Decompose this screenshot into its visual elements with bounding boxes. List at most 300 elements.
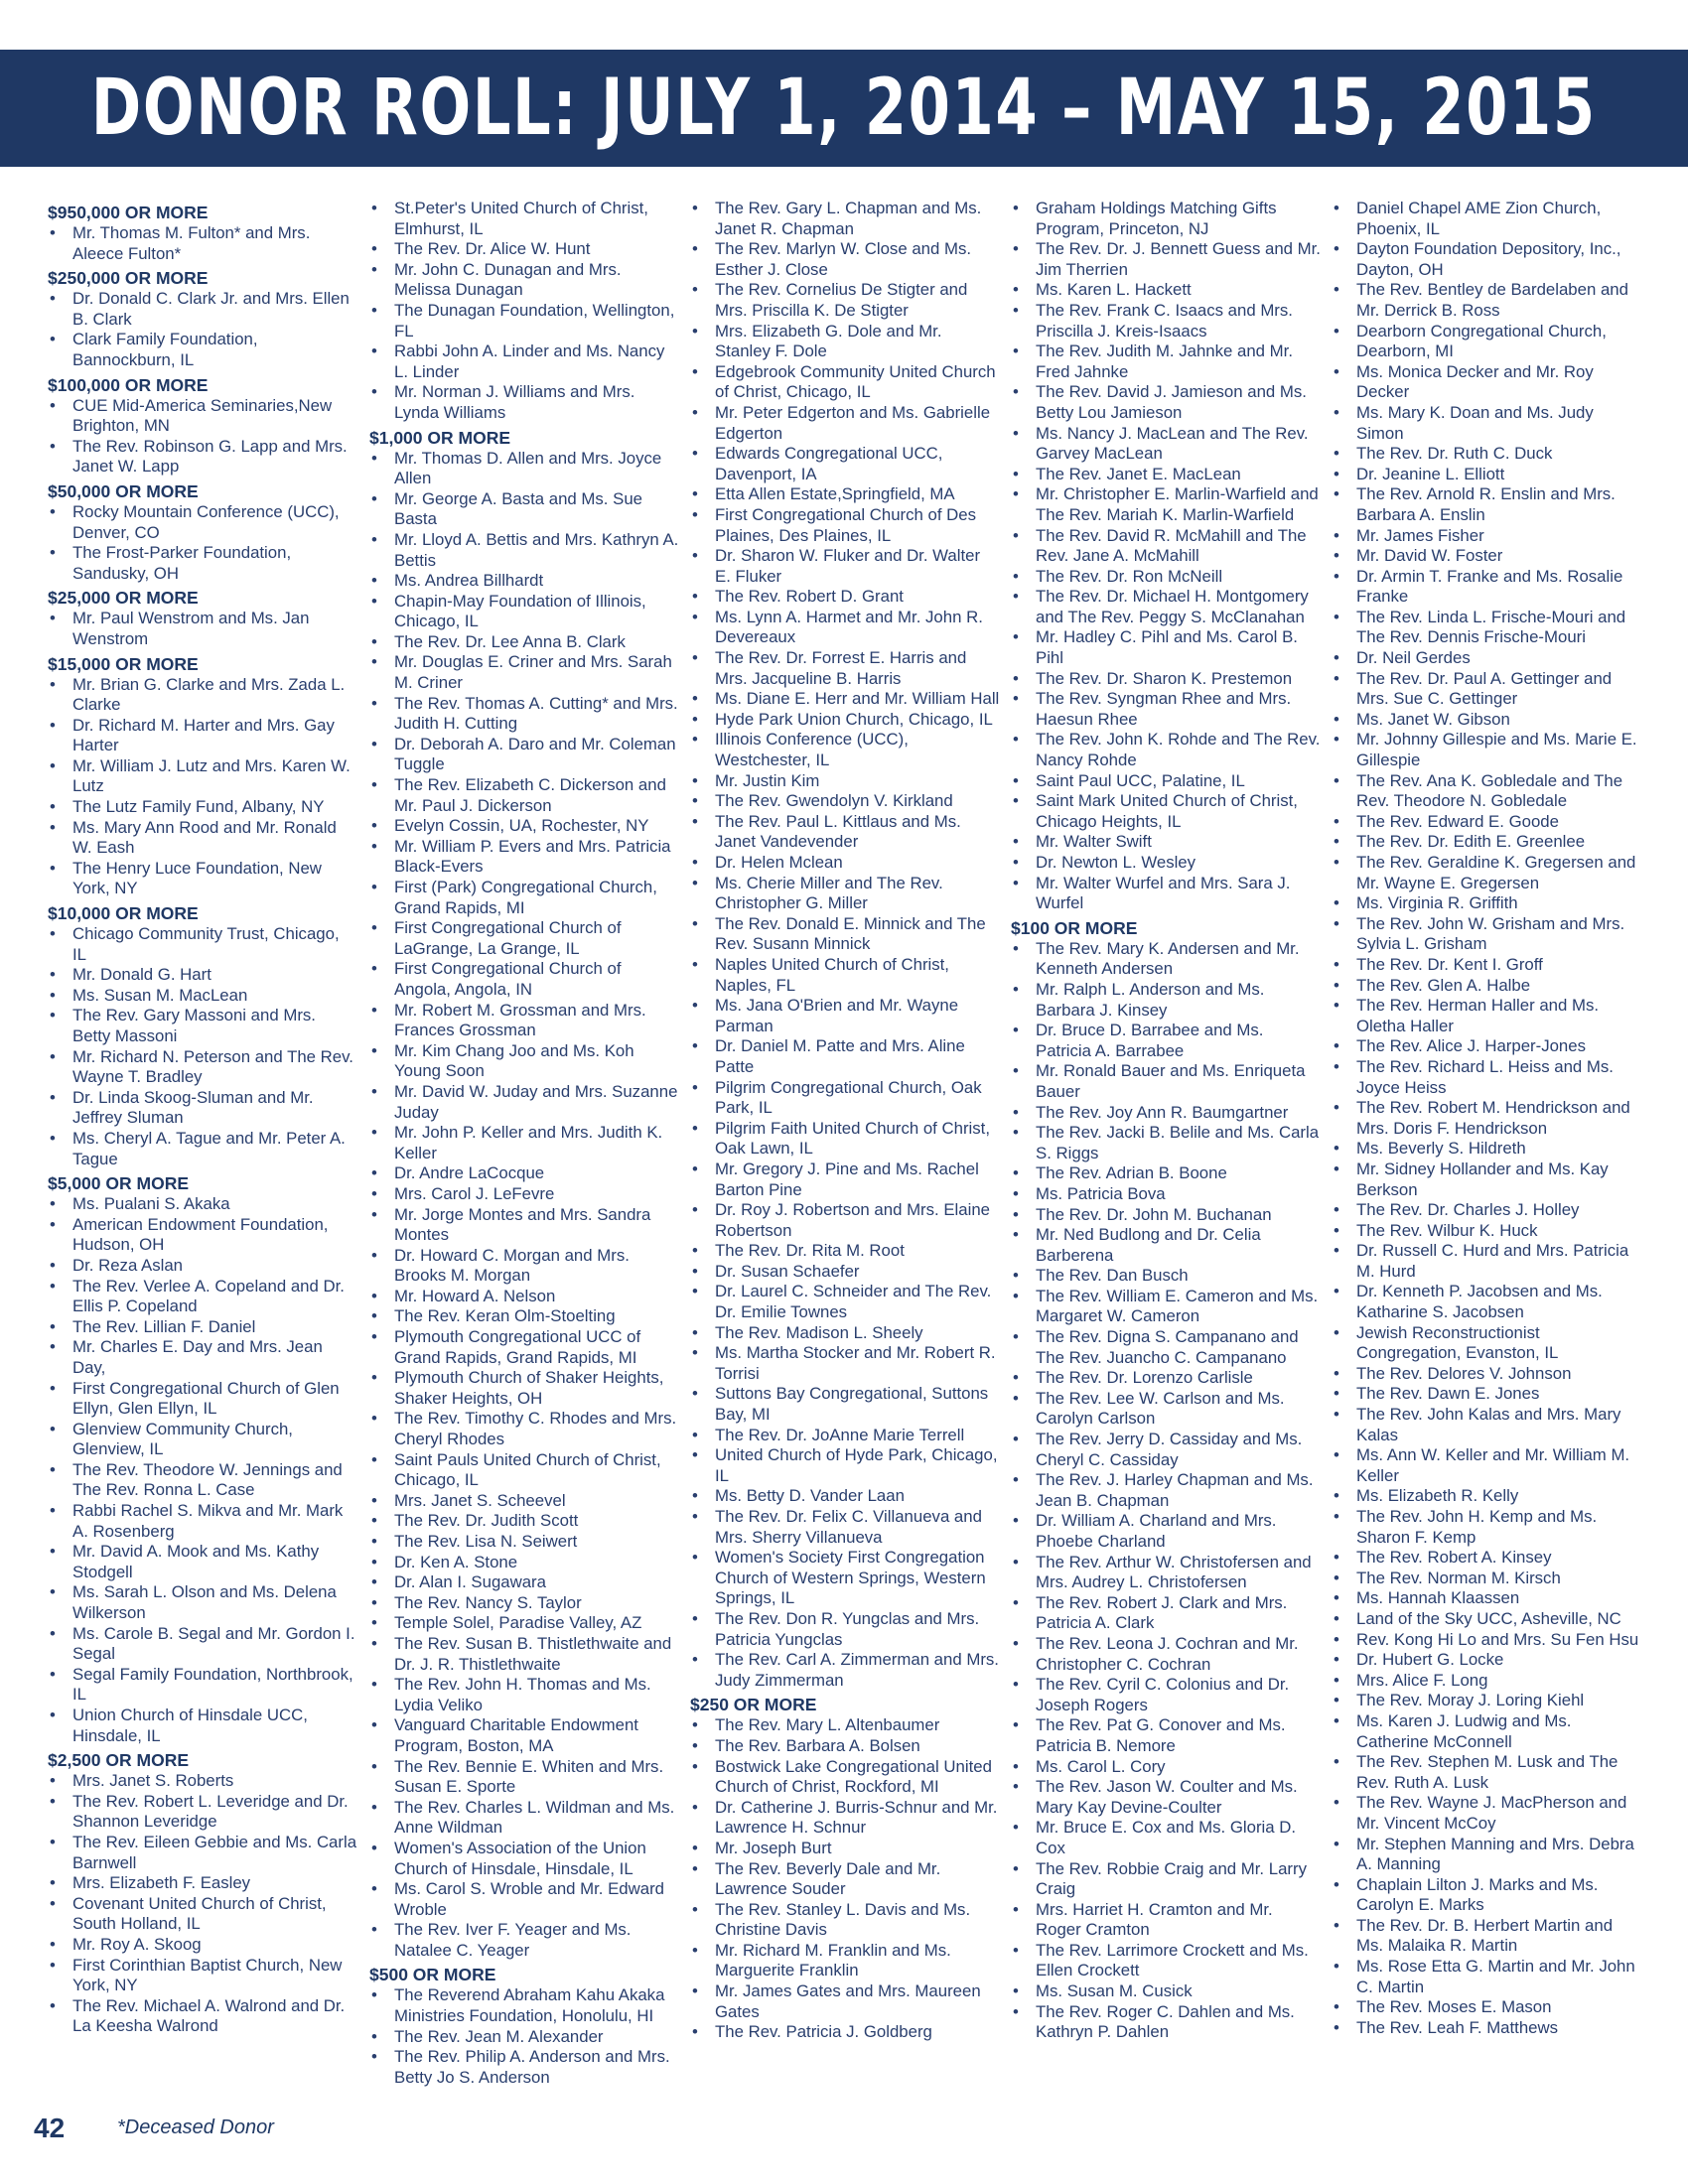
donor-entry: • Mr. Richard M. Franklin and Ms. Marguerite Franklin: [690, 1941, 1000, 1981]
donor-entry: • The Rev. Leona J. Cochran and Mr. Christopher C. Cochran: [1011, 1634, 1321, 1675]
donor-entry: • First (Park) Congregational Church, Grand Rapids, MI: [369, 878, 679, 918]
donor-entry: • The Rev. Gary L. Chapman and Ms. Janet R. Chapman: [690, 199, 1000, 239]
donor-entry: • The Rev. Stanley L. Davis and Ms. Christine Davis: [690, 1900, 1000, 1941]
donor-entry: • The Rev. Cornelius De Stigter and Mrs. Priscilla K. De Stigter: [690, 280, 1000, 321]
donor-section: [48, 654, 357, 900]
donor-entry: • Ms. Beverly S. Hildreth: [1332, 1139, 1641, 1160]
donor-entry: • The Rev. Gwendolyn V. Kirkland: [690, 791, 1000, 812]
donor-entry: • The Rev. Bentley de Bardelaben and Mr. Derrick B. Ross: [1332, 280, 1641, 321]
donor-entry: • Ms. Mary Ann Rood and Mr. Ronald W. Eash: [48, 818, 357, 859]
donor-list: [369, 1985, 679, 2088]
gift-level-heading: $15,000 OR MORE: [48, 653, 199, 674]
donor-list: [690, 199, 1000, 1691]
donor-entry: • Ms. Hannah Klaassen: [1332, 1588, 1641, 1609]
donor-entry: • Vanguard Charitable Endowment Program, Boston, MA: [369, 1715, 679, 1756]
donor-entry: • The Rev. Stephen M. Lusk and The Rev. Ruth A. Lusk: [1332, 1752, 1641, 1793]
donor-entry: • Ms. Martha Stocker and Mr. Robert R. Torrisi: [690, 1343, 1000, 1384]
donor-entry: • Mr. Bruce E. Cox and Ms. Gloria D. Cox: [1011, 1818, 1321, 1858]
donor-entry: • The Rev. Jerry D. Cassiday and Ms. Cheryl C. Cassiday: [1011, 1430, 1321, 1470]
donor-entry: • The Lutz Family Fund, Albany, NY: [48, 797, 357, 818]
donor-section: [690, 1695, 1000, 2043]
donor-entry: • Ms. Rose Etta G. Martin and Mr. John C. Martin: [1332, 1957, 1641, 1997]
donor-entry: • The Rev. Moray J. Loring Kiehl: [1332, 1691, 1641, 1711]
donor-column-1: [48, 199, 357, 2144]
donor-section: [369, 428, 679, 1962]
donor-entry: • The Rev. Delores V. Johnson: [1332, 1364, 1641, 1385]
donor-entry: • Dr. Catherine J. Burris-Schnur and Mr. Lawrence H. Schnur: [690, 1798, 1000, 1839]
donor-entry: • Dr. Laurel C. Schneider and The Rev. Dr. Emilie Townes: [690, 1282, 1000, 1322]
donor-entry: • The Rev. Nancy S. Taylor: [369, 1593, 679, 1614]
donor-entry: • Rev. Kong Hi Lo and Mrs. Su Fen Hsu: [1332, 1630, 1641, 1651]
donor-entry: • Mr. Richard N. Peterson and The Rev. Wayne T. Bradley: [48, 1047, 357, 1088]
donor-entry: • Mr. Justin Kim: [690, 771, 1000, 792]
donor-entry: • The Rev. Timothy C. Rhodes and Mrs. Cheryl Rhodes: [369, 1409, 679, 1449]
donor-entry: • The Rev. Adrian B. Boone: [1011, 1163, 1321, 1184]
donor-entry: • The Rev. Elizabeth C. Dickerson and Mr. Paul J. Dickerson: [369, 775, 679, 816]
donor-entry: • Dearborn Congregational Church, Dearborn, MI: [1332, 322, 1641, 362]
donor-entry: • The Rev. Jean M. Alexander: [369, 2027, 679, 2048]
donor-entry: • Rocky Mountain Conference (UCC), Denver, CO: [48, 502, 357, 543]
donor-entry: • Dr. Roy J. Robertson and Mrs. Elaine Robertson: [690, 1200, 1000, 1241]
donor-section: [48, 1750, 357, 2037]
donor-entry: • Rabbi John A. Linder and Ms. Nancy L. Linder: [369, 341, 679, 382]
donor-entry: • Dayton Foundation Depository, Inc., Dayton, OH: [1332, 239, 1641, 280]
donor-entry: • Glenview Community Church, Glenview, IL: [48, 1420, 357, 1460]
donor-entry: • The Rev. Donald E. Minnick and The Rev. Susann Minnick: [690, 914, 1000, 955]
donor-entry: • Mr. Christopher E. Marlin-Warfield and The Rev. Mariah K. Marlin-Warfield: [1011, 484, 1321, 525]
donor-entry: • Women's Association of the Union Church of Hinsdale, Hinsdale, IL: [369, 1839, 679, 1879]
donor-entry: • The Rev. Barbara A. Bolsen: [690, 1736, 1000, 1757]
donor-entry: • United Church of Hyde Park, Chicago, IL: [690, 1445, 1000, 1486]
donor-entry: • The Rev. Iver F. Yeager and Ms. Natalee C. Yeager: [369, 1920, 679, 1961]
donor-entry: • The Rev. Theodore W. Jennings and The Rev. Ronna L. Case: [48, 1460, 357, 1501]
donor-entry: • The Rev. Charles L. Wildman and Ms. Anne Wildman: [369, 1798, 679, 1839]
donor-entry: • Evelyn Cossin, UA, Rochester, NY: [369, 816, 679, 837]
donor-entry: • Mr. George A. Basta and Ms. Sue Basta: [369, 489, 679, 530]
donor-entry: • The Rev. Judith M. Jahnke and Mr. Fred Jahnke: [1011, 341, 1321, 382]
donor-entry: • The Rev. Bennie E. Whiten and Mrs. Susan E. Sporte: [369, 1757, 679, 1798]
gift-level-heading: $10,000 OR MORE: [48, 903, 199, 924]
donor-section: [48, 903, 357, 1169]
donor-entry: • Saint Paul UCC, Palatine, IL: [1011, 771, 1321, 792]
donor-entry: • Dr. Andre LaCocque: [369, 1163, 679, 1184]
donor-entry: • Dr. Armin T. Franke and Ms. Rosalie Franke: [1332, 567, 1641, 608]
donor-entry: • Mr. William P. Evers and Mrs. Patricia Black-Evers: [369, 837, 679, 878]
donor-entry: • The Rev. Verlee A. Copeland and Dr. Ellis P. Copeland: [48, 1277, 357, 1317]
gift-level-heading: $50,000 OR MORE: [48, 480, 199, 501]
donor-entry: • Dr. Howard C. Morgan and Mrs. Brooks M. Morgan: [369, 1246, 679, 1287]
donor-entry: • Mr. Peter Edgerton and Ms. Gabrielle Edgerton: [690, 403, 1000, 444]
donor-columns: [48, 199, 1676, 2144]
donor-entry: • Pilgrim Congregational Church, Oak Park, IL: [690, 1078, 1000, 1119]
donor-entry: • The Rev. Dr. B. Herbert Martin and Ms. Malaika R. Martin: [1332, 1916, 1641, 1957]
donor-list: [369, 199, 679, 424]
donor-entry: • Naples United Church of Christ, Naples, FL: [690, 955, 1000, 996]
donor-entry: • Mr. Paul Wenstrom and Ms. Jan Wenstrom: [48, 609, 357, 649]
gift-level-heading: $500 OR MORE: [369, 1965, 496, 1985]
donor-entry: • Ms. Janet W. Gibson: [1332, 710, 1641, 731]
donor-entry: • The Rev. Dr. Paul A. Gettinger and Mrs. Sue C. Gettinger: [1332, 669, 1641, 710]
gift-level-heading: $2,500 OR MORE: [48, 1750, 189, 1771]
donor-entry: • Covenant United Church of Christ, South Holland, IL: [48, 1894, 357, 1935]
donor-entry: • The Rev. Dr. Rita M. Root: [690, 1241, 1000, 1262]
donor-section: [48, 1173, 357, 1746]
donor-entry: • Daniel Chapel AME Zion Church, Phoenix, IL: [1332, 199, 1641, 239]
donor-entry: • Saint Pauls United Church of Christ, Chicago, IL: [369, 1450, 679, 1491]
donor-entry: • The Rev. Dr. JoAnne Marie Terrell: [690, 1426, 1000, 1446]
donor-section: [1332, 199, 1641, 2038]
donor-entry: • Dr. Deborah A. Daro and Mr. Coleman Tuggle: [369, 735, 679, 775]
donor-entry: • The Rev. Gary Massoni and Mrs. Betty Massoni: [48, 1006, 357, 1046]
title-banner: [0, 50, 1688, 167]
donor-entry: • St.Peter's United Church of Christ, Elmhurst, IL: [369, 199, 679, 239]
donor-entry: • Plymouth Church of Shaker Heights, Shaker Heights, OH: [369, 1368, 679, 1409]
donor-entry: • The Rev. Dr. Forrest E. Harris and Mrs. Jacqueline B. Harris: [690, 648, 1000, 689]
donor-entry: • Ms. Virginia R. Griffith: [1332, 893, 1641, 914]
donor-entry: • The Rev. Dr. Felix C. Villanueva and Mrs. Sherry Villanueva: [690, 1507, 1000, 1548]
donor-entry: • Ms. Nancy J. MacLean and The Rev. Garvey MacLean: [1011, 424, 1321, 465]
donor-entry: • Dr. Hubert G. Locke: [1332, 1650, 1641, 1671]
donor-entry: • The Rev. Beverly Dale and Mr. Lawrence Souder: [690, 1859, 1000, 1900]
donor-entry: • The Rev. Mary K. Andersen and Mr. Kenneth Andersen: [1011, 939, 1321, 980]
donor-entry: • Mr. Howard A. Nelson: [369, 1287, 679, 1307]
donor-entry: • The Rev. Dr. Ron McNeill: [1011, 567, 1321, 588]
donor-entry: • First Congregational Church of LaGrange, La Grange, IL: [369, 918, 679, 959]
donor-entry: • First Congregational Church of Angola, Angola, IN: [369, 959, 679, 1000]
donor-entry: • Pilgrim Faith United Church of Christ, Oak Lawn, IL: [690, 1119, 1000, 1160]
donor-entry: • Mr. Stephen Manning and Mrs. Debra A. Manning: [1332, 1835, 1641, 1875]
donor-entry: • Dr. Kenneth P. Jacobsen and Ms. Katharine S. Jacobsen: [1332, 1282, 1641, 1322]
donor-entry: • Ms. Andrea Billhardt: [369, 571, 679, 592]
donor-entry: • The Rev. Glen A. Halbe: [1332, 976, 1641, 997]
donor-entry: • Suttons Bay Congregational, Suttons Bay, MI: [690, 1384, 1000, 1425]
donor-entry: • The Frost-Parker Foundation, Sandusky, OH: [48, 543, 357, 584]
donor-entry: • The Rev. Frank C. Isaacs and Mrs. Priscilla J. Kreis-Isaacs: [1011, 301, 1321, 341]
donor-entry: • The Rev. Carl A. Zimmerman and Mrs. Judy Zimmerman: [690, 1650, 1000, 1691]
donor-section: [48, 481, 357, 584]
donor-entry: • Mr. David A. Mook and Ms. Kathy Stodgell: [48, 1542, 357, 1582]
donor-entry: • Dr. Susan Schaefer: [690, 1262, 1000, 1283]
donor-entry: • The Rev. Alice J. Harper-Jones: [1332, 1036, 1641, 1057]
donor-entry: • The Rev. J. Harley Chapman and Ms. Jean B. Chapman: [1011, 1470, 1321, 1511]
donor-entry: • Mr. Lloyd A. Bettis and Mrs. Kathryn A. Bettis: [369, 530, 679, 571]
donor-entry: • Illinois Conference (UCC), Westchester, IL: [690, 730, 1000, 770]
donor-entry: • The Rev. Dawn E. Jones: [1332, 1384, 1641, 1405]
donor-entry: • Mr. Brian G. Clarke and Mrs. Zada L. Clarke: [48, 675, 357, 716]
donor-entry: • Union Church of Hinsdale UCC, Hinsdale, IL: [48, 1706, 357, 1746]
donor-list: [48, 1771, 357, 2037]
donor-entry: • Mr. Kim Chang Joo and Ms. Koh Young Soon: [369, 1041, 679, 1082]
donor-entry: • The Rev. Wayne J. MacPherson and Mr. Vincent McCoy: [1332, 1793, 1641, 1834]
donor-entry: • The Rev. Dr. Ruth C. Duck: [1332, 444, 1641, 465]
donor-entry: • Mr. John C. Dunagan and Mrs. Melissa Dunagan: [369, 260, 679, 301]
donor-entry: • Mr. James Gates and Mrs. Maureen Gates: [690, 1981, 1000, 2022]
donor-entry: • The Rev. Eileen Gebbie and Ms. Carla Barnwell: [48, 1833, 357, 1873]
donor-entry: • Dr. Bruce D. Barrabee and Ms. Patricia A. Barrabee: [1011, 1021, 1321, 1061]
donor-entry: • Mrs. Janet S. Roberts: [48, 1771, 357, 1792]
donor-entry: • Dr. Newton L. Wesley: [1011, 853, 1321, 874]
donor-entry: • Jewish Reconstructionist Congregation, Evanston, IL: [1332, 1323, 1641, 1364]
donor-entry: • The Rev. Leah F. Matthews: [1332, 2018, 1641, 2039]
donor-entry: • The Rev. Richard L. Heiss and Ms. Joyce Heiss: [1332, 1057, 1641, 1098]
donor-entry: • Mr. Donald G. Hart: [48, 965, 357, 986]
donor-entry: • The Rev. Lee W. Carlson and Ms. Carolyn Carlson: [1011, 1389, 1321, 1430]
donor-entry: • Ms. Karen J. Ludwig and Ms. Catherine McConnell: [1332, 1711, 1641, 1752]
donor-entry: • Mr. Thomas M. Fulton* and Mrs. Aleece Fulton*: [48, 223, 357, 264]
donor-entry: • Mr. Jorge Montes and Mrs. Sandra Montes: [369, 1205, 679, 1246]
donor-entry: • Dr. Donald C. Clark Jr. and Mrs. Ellen B. Clark: [48, 289, 357, 330]
donor-entry: • Mr. Ralph L. Anderson and Ms. Barbara J. Kinsey: [1011, 980, 1321, 1021]
donor-entry: • The Rev. Dr. Charles J. Holley: [1332, 1200, 1641, 1221]
donor-entry: • The Rev. Patricia J. Goldberg: [690, 2022, 1000, 2043]
donor-section: [48, 203, 357, 264]
donor-entry: • Dr. Russell C. Hurd and Mrs. Patricia M. Hurd: [1332, 1241, 1641, 1282]
donor-entry: • The Rev. Dr. Michael H. Montgomery and The Rev. Peggy S. McClanahan: [1011, 587, 1321, 627]
donor-entry: • First Congregational Church of Glen Ellyn, Glen Ellyn, IL: [48, 1379, 357, 1420]
donor-entry: • Dr. Helen Mclean: [690, 853, 1000, 874]
donor-entry: • Mrs. Carol J. LeFevre: [369, 1184, 679, 1205]
donor-entry: • The Rev. John K. Rohde and The Rev. Nancy Rohde: [1011, 730, 1321, 770]
donor-column-4: [1011, 199, 1321, 2144]
donor-entry: • The Rev. David R. McMahill and The Rev. Jane A. McMahill: [1011, 526, 1321, 567]
donor-entry: • The Rev. Robert M. Hendrickson and Mrs. Doris F. Hendrickson: [1332, 1098, 1641, 1139]
donor-entry: • Chicago Community Trust, Chicago, IL: [48, 924, 357, 965]
donor-entry: • The Rev. Lillian F. Daniel: [48, 1317, 357, 1338]
donor-entry: • The Rev. Wilbur K. Huck: [1332, 1221, 1641, 1242]
donor-list: [48, 289, 357, 370]
donor-entry: • Mr. Thomas D. Allen and Mrs. Joyce Allen: [369, 449, 679, 489]
donor-entry: • The Rev. Robert A. Kinsey: [1332, 1548, 1641, 1569]
donor-entry: • Hyde Park Union Church, Chicago, IL: [690, 710, 1000, 731]
donor-entry: • Chapin-May Foundation of Illinois, Chicago, IL: [369, 592, 679, 632]
donor-entry: • Dr. Jeanine L. Elliott: [1332, 465, 1641, 485]
donor-entry: • The Rev. John H. Thomas and Ms. Lydia Veliko: [369, 1675, 679, 1715]
gift-level-heading: $950,000 OR MORE: [48, 203, 209, 222]
donor-entry: • The Rev. Mary L. Altenbaumer: [690, 1715, 1000, 1736]
donor-entry: • Temple Solel, Paradise Valley, AZ: [369, 1613, 679, 1634]
donor-entry: • Ms. Cheryl A. Tague and Mr. Peter A. Tague: [48, 1129, 357, 1169]
donor-entry: • The Rev. William E. Cameron and Ms. Margaret W. Cameron: [1011, 1287, 1321, 1327]
gift-level-heading: $100 OR MORE: [1011, 917, 1138, 938]
donor-entry: • Mr. David W. Juday and Mrs. Suzanne Juday: [369, 1082, 679, 1123]
donor-entry: • The Rev. Linda L. Frische-Mouri and The Rev. Dennis Frische-Mouri: [1332, 608, 1641, 648]
donor-entry: • The Rev. Ana K. Gobledale and The Rev. Theodore N. Gobledale: [1332, 771, 1641, 812]
donor-entry: • Edgebrook Community United Church of Christ, Chicago, IL: [690, 362, 1000, 403]
donor-entry: • The Rev. Philip A. Anderson and Mrs. Betty Jo S. Anderson: [369, 2047, 679, 2088]
donor-entry: • Mr. David W. Foster: [1332, 546, 1641, 567]
gift-level-heading: $100,000 OR MORE: [48, 374, 209, 395]
donor-section: [369, 1965, 679, 2088]
donor-entry: • The Rev. John Kalas and Mrs. Mary Kalas: [1332, 1405, 1641, 1445]
donor-entry: • The Rev. Michael A. Walrond and Dr. La Keesha Walrond: [48, 1996, 357, 2037]
donor-entry: • The Rev. Dr. John M. Buchanan: [1011, 1205, 1321, 1226]
donor-entry: • Mrs. Harriet H. Cramton and Mr. Roger Cramton: [1011, 1900, 1321, 1941]
donor-entry: • The Rev. Dr. J. Bennett Guess and Mr. Jim Therrien: [1011, 239, 1321, 280]
donor-entry: • Mr. Hadley C. Pihl and Ms. Carol B. Pihl: [1011, 627, 1321, 668]
donor-entry: • Dr. Linda Skoog-Sluman and Mr. Jeffrey Sluman: [48, 1088, 357, 1129]
donor-list: [48, 502, 357, 584]
donor-entry: • Land of the Sky UCC, Asheville, NC: [1332, 1609, 1641, 1630]
donor-section: [48, 588, 357, 649]
donor-entry: • The Dunagan Foundation, Wellington, FL: [369, 301, 679, 341]
donor-entry: • Women's Society First Congregation Church of Western Springs, Western Springs, IL: [690, 1548, 1000, 1609]
donor-entry: • Mr. Ronald Bauer and Ms. Enriqueta Bauer: [1011, 1061, 1321, 1102]
donor-list: [48, 609, 357, 649]
donor-entry: • Clark Family Foundation, Bannockburn, IL: [48, 330, 357, 370]
donor-entry: • Mr. James Fisher: [1332, 526, 1641, 547]
donor-entry: • The Rev. Jacki B. Belile and Ms. Carla S. Riggs: [1011, 1123, 1321, 1163]
donor-entry: • The Rev. Robert D. Grant: [690, 587, 1000, 608]
donor-list: [690, 1715, 1000, 2043]
donor-entry: • The Rev. Dr. Edith E. Greenlee: [1332, 832, 1641, 853]
donor-entry: • Ms. Monica Decker and Mr. Roy Decker: [1332, 362, 1641, 403]
donor-entry: • Mr. Walter Wurfel and Mrs. Sara J. Wurfel: [1011, 874, 1321, 914]
donor-entry: • The Rev. Robbie Craig and Mr. Larry Craig: [1011, 1859, 1321, 1900]
donor-entry: • Ms. Lynn A. Harmet and Mr. John R. Devereaux: [690, 608, 1000, 648]
donor-entry: • The Rev. Keran Olm-Stoelting: [369, 1306, 679, 1327]
donor-entry: • The Rev. Herman Haller and Ms. Oletha Haller: [1332, 996, 1641, 1036]
donor-entry: • CUE Mid-America Seminaries,New Brighton, MN: [48, 396, 357, 437]
donor-list: [48, 396, 357, 478]
donor-entry: • The Rev. Dr. Lorenzo Carlisle: [1011, 1368, 1321, 1389]
donor-entry: • The Rev. John W. Grisham and Mrs. Sylvia L. Grisham: [1332, 914, 1641, 955]
donor-entry: • Ms. Jana O'Brien and Mr. Wayne Parman: [690, 996, 1000, 1036]
donor-entry: • The Rev. Pat G. Conover and Ms. Patricia B. Nemore: [1011, 1715, 1321, 1756]
donor-list: [1332, 199, 1641, 2038]
donor-column-5: [1332, 199, 1641, 2144]
donor-entry: • The Rev. Arnold R. Enslin and Mrs. Barbara A. Enslin: [1332, 484, 1641, 525]
donor-entry: • First Corinthian Baptist Church, New York, NY: [48, 1956, 357, 1996]
donor-entry: • Mr. Sidney Hollander and Ms. Kay Berkson: [1332, 1160, 1641, 1200]
donor-entry: • Bostwick Lake Congregational United Church of Christ, Rockford, MI: [690, 1757, 1000, 1798]
footnote: *Deceased Donor: [117, 2116, 274, 2138]
donor-entry: • The Rev. Dr. Judith Scott: [369, 1511, 679, 1532]
donor-entry: • The Rev. Geraldine K. Gregersen and Mr. Wayne E. Gregersen: [1332, 853, 1641, 893]
donor-section: [1011, 918, 1321, 2043]
donor-list: [48, 1194, 357, 1746]
donor-entry: • Dr. Daniel M. Patte and Mrs. Aline Patte: [690, 1036, 1000, 1077]
donor-list: [48, 223, 357, 264]
donor-entry: • Ms. Cherie Miller and The Rev. Christopher G. Miller: [690, 874, 1000, 914]
donor-entry: • Ms. Diane E. Herr and Mr. William Hall: [690, 689, 1000, 710]
donor-column-3: [690, 199, 1000, 2144]
donor-entry: • American Endowment Foundation, Hudson, OH: [48, 1215, 357, 1256]
donor-section: [1011, 199, 1321, 914]
donor-list: [1011, 939, 1321, 2043]
donor-entry: • The Rev. Edward E. Goode: [1332, 812, 1641, 833]
donor-section: [48, 268, 357, 370]
gift-level-heading: $250 OR MORE: [690, 1695, 817, 1715]
donor-list: [369, 449, 679, 1962]
donor-entry: • The Rev. Dr. Alice W. Hunt: [369, 239, 679, 260]
donor-entry: • Mrs. Janet S. Scheevel: [369, 1491, 679, 1512]
donor-entry: • The Rev. Dr. Kent I. Groff: [1332, 955, 1641, 976]
donor-entry: • The Rev. Robinson G. Lapp and Mrs. Janet W. Lapp: [48, 437, 357, 478]
donor-entry: • Ms. Sarah L. Olson and Ms. Delena Wilkerson: [48, 1582, 357, 1623]
donor-entry: • The Rev. Janet E. MacLean: [1011, 465, 1321, 485]
donor-entry: • Edwards Congregational UCC, Davenport, IA: [690, 444, 1000, 484]
donor-entry: • Mr. Robert M. Grossman and Mrs. Frances Grossman: [369, 1001, 679, 1041]
donor-entry: • Saint Mark United Church of Christ, Chicago Heights, IL: [1011, 791, 1321, 832]
donor-entry: • Chaplain Lilton J. Marks and Ms. Carolyn E. Marks: [1332, 1875, 1641, 1916]
gift-level-heading: $5,000 OR MORE: [48, 1173, 189, 1194]
donor-entry: • Ms. Betty D. Vander Laan: [690, 1486, 1000, 1507]
donor-entry: • The Rev. Cyril C. Colonius and Dr. Joseph Rogers: [1011, 1675, 1321, 1715]
donor-entry: • Mr. Joseph Burt: [690, 1839, 1000, 1859]
donor-entry: • The Rev. Joy Ann R. Baumgartner: [1011, 1103, 1321, 1124]
donor-entry: • The Rev. David J. Jamieson and Ms. Betty Lou Jamieson: [1011, 382, 1321, 423]
donor-entry: • The Henry Luce Foundation, New York, NY: [48, 859, 357, 899]
donor-entry: • Mr. Douglas E. Criner and Mrs. Sarah M. Criner: [369, 652, 679, 693]
donor-entry: • The Rev. Larrimore Crockett and Ms. Ellen Crockett: [1011, 1941, 1321, 1981]
donor-entry: • The Rev. Robert L. Leveridge and Dr. Shannon Leveridge: [48, 1792, 357, 1833]
donor-entry: • The Rev. Marlyn W. Close and Ms. Esther J. Close: [690, 239, 1000, 280]
donor-entry: • The Reverend Abraham Kahu Akaka Ministries Foundation, Honolulu, HI: [369, 1985, 679, 2026]
donor-entry: • Mr. Walter Swift: [1011, 832, 1321, 853]
donor-section: [48, 375, 357, 478]
donor-entry: • The Rev. Roger C. Dahlen and Ms. Kathryn P. Dahlen: [1011, 2002, 1321, 2043]
donor-section: [690, 199, 1000, 1691]
donor-entry: • The Rev. Don R. Yungclas and Mrs. Patricia Yungclas: [690, 1609, 1000, 1650]
donor-entry: • Mrs. Alice F. Long: [1332, 1671, 1641, 1692]
donor-list: [48, 675, 357, 900]
donor-entry: • Etta Allen Estate,Springfield, MA: [690, 484, 1000, 505]
donor-entry: • Mr. Roy A. Skoog: [48, 1935, 357, 1956]
donor-entry: • Ms. Carol S. Wroble and Mr. Edward Wroble: [369, 1879, 679, 1920]
donor-entry: • Mr. Gregory J. Pine and Ms. Rachel Barton Pine: [690, 1160, 1000, 1200]
donor-entry: • Mr. Johnny Gillespie and Ms. Marie E. Gillespie: [1332, 730, 1641, 770]
donor-entry: • The Rev. Lisa N. Seiwert: [369, 1532, 679, 1553]
donor-entry: • The Rev. Robert J. Clark and Mrs. Patricia A. Clark: [1011, 1593, 1321, 1634]
donor-entry: • Segal Family Foundation, Northbrook, IL: [48, 1665, 357, 1706]
donor-list: [1011, 199, 1321, 914]
donor-entry: • The Rev. Norman M. Kirsch: [1332, 1569, 1641, 1589]
donor-entry: • Ms. Carole B. Segal and Mr. Gordon I. Segal: [48, 1624, 357, 1665]
donor-entry: • Ms. Elizabeth R. Kelly: [1332, 1486, 1641, 1507]
donor-entry: • Dr. Ken A. Stone: [369, 1553, 679, 1573]
donor-entry: • Ms. Patricia Bova: [1011, 1184, 1321, 1205]
donor-entry: • Ms. Pualani S. Akaka: [48, 1194, 357, 1215]
donor-entry: • The Rev. Paul L. Kittlaus and Ms. Janet Vandevender: [690, 812, 1000, 853]
donor-entry: • Ms. Susan M. Cusick: [1011, 1981, 1321, 2002]
donor-entry: • Plymouth Congregational UCC of Grand Rapids, Grand Rapids, MI: [369, 1327, 679, 1368]
donor-entry: • Ms. Mary K. Doan and Ms. Judy Simon: [1332, 403, 1641, 444]
gift-level-heading: $25,000 OR MORE: [48, 588, 199, 609]
donor-entry: • Mrs. Elizabeth G. Dole and Mr. Stanley F. Dole: [690, 322, 1000, 362]
donor-entry: • The Rev. Moses E. Mason: [1332, 1997, 1641, 2018]
donor-entry: • Dr. William A. Charland and Mrs. Phoebe Charland: [1011, 1511, 1321, 1552]
donor-entry: • Mr. Charles E. Day and Mrs. Jean Day,: [48, 1337, 357, 1378]
donor-entry: • The Rev. Thomas A. Cutting* and Mrs. Judith H. Cutting: [369, 694, 679, 735]
gift-level-heading: $1,000 OR MORE: [369, 427, 510, 448]
donor-entry: • Mr. Norman J. Williams and Mrs. Lynda Williams: [369, 382, 679, 423]
donor-list: [48, 924, 357, 1169]
page-title: DONOR ROLL: JULY 1, 2014 – MAY 15, 2015: [91, 64, 1598, 153]
donor-entry: • Mr. Ned Budlong and Dr. Celia Barberena: [1011, 1225, 1321, 1266]
donor-entry: • The Rev. Dr. Lee Anna B. Clark: [369, 632, 679, 653]
donor-entry: • The Rev. Dan Busch: [1011, 1266, 1321, 1287]
donor-entry: • Ms. Karen L. Hackett: [1011, 280, 1321, 301]
donor-entry: • Dr. Alan I. Sugawara: [369, 1572, 679, 1593]
donor-entry: • Dr. Sharon W. Fluker and Dr. Walter E. Fluker: [690, 546, 1000, 587]
donor-entry: • Dr. Reza Aslan: [48, 1256, 357, 1277]
donor-entry: • The Rev. Digna S. Campanano and The Rev. Juancho C. Campanano: [1011, 1327, 1321, 1368]
donor-entry: • Rabbi Rachel S. Mikva and Mr. Mark A. Rosenberg: [48, 1501, 357, 1542]
donor-entry: • The Rev. Arthur W. Christofersen and Mrs. Audrey L. Christofersen: [1011, 1553, 1321, 1593]
donor-entry: • Ms. Carol L. Cory: [1011, 1757, 1321, 1778]
donor-entry: • The Rev. Dr. Sharon K. Prestemon: [1011, 669, 1321, 690]
donor-entry: • Graham Holdings Matching Gifts Program, Princeton, NJ: [1011, 199, 1321, 239]
